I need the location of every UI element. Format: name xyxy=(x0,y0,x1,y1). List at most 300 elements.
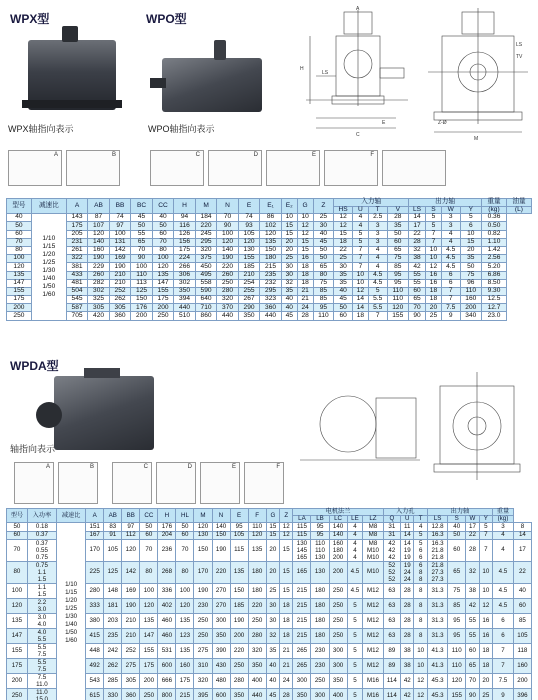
table-cell: 110 xyxy=(313,312,334,320)
table-cell: 31.3 xyxy=(427,598,447,613)
table-cell: 15 xyxy=(266,531,279,539)
table-cell: 105 xyxy=(104,539,122,561)
table-cell: 176 xyxy=(131,304,153,312)
table-cell: 220 xyxy=(217,263,239,271)
table-cell: 60 xyxy=(7,531,28,539)
table-cell: 115 xyxy=(230,539,248,561)
table-cell: 252 xyxy=(122,643,140,658)
table-row xyxy=(7,643,532,658)
table-cell: 32 xyxy=(266,628,279,643)
table-cell: 20 xyxy=(460,246,482,254)
table-cell: 80 xyxy=(313,271,334,279)
table-cell: 28 xyxy=(401,628,414,643)
table-row xyxy=(7,658,532,673)
table-cell: 155 xyxy=(140,643,158,658)
table-cell: 8 xyxy=(414,628,427,643)
table-cell: 110 xyxy=(387,296,409,304)
table-cell: 142 xyxy=(109,246,131,254)
table-cell: 40 xyxy=(448,523,466,531)
table-cell: 320 xyxy=(194,673,212,688)
table-cell: 20 xyxy=(479,673,492,688)
table-cell: 15 xyxy=(297,246,313,254)
table-cell: 245 xyxy=(195,230,217,238)
table-cell: 15 xyxy=(280,583,293,598)
table-cell: 215 xyxy=(293,583,311,598)
table-cell: 280 xyxy=(217,287,239,295)
table-cell: 18 xyxy=(334,238,353,246)
table-cell: 8 xyxy=(414,583,427,598)
table-cell: 350 xyxy=(212,628,230,643)
table-cell: 125 xyxy=(104,561,122,583)
table-cell: 250 xyxy=(329,598,347,613)
table-cell: 6 xyxy=(441,271,460,279)
table-cell: 705 xyxy=(66,312,88,320)
table-cell: 22 xyxy=(409,230,426,238)
table-cell: 433 xyxy=(66,271,88,279)
col-subheader: LS xyxy=(427,516,447,523)
col-subheader: LZ xyxy=(363,516,383,523)
col-subheader: LC xyxy=(329,516,347,523)
table-cell: 10 xyxy=(479,561,492,583)
table-cell: 180 xyxy=(248,583,266,598)
table-cell: 7 xyxy=(493,658,514,673)
table-cell: 440 xyxy=(248,688,266,700)
table-cell: 105 xyxy=(230,531,248,539)
table-cell: 115 xyxy=(293,531,311,539)
table-cell: 215 xyxy=(293,598,311,613)
table-row xyxy=(7,312,532,320)
table-cell: 30 xyxy=(266,598,279,613)
table-cell: 232 xyxy=(260,279,282,287)
table-cell: 5.5 xyxy=(368,304,387,312)
table-cell: 28 xyxy=(466,539,479,561)
table-cell: 280 xyxy=(248,628,266,643)
table-cell: 140 xyxy=(329,523,347,531)
table-row xyxy=(7,304,532,312)
table-cell: 169 xyxy=(122,583,140,598)
table-cell: 11 xyxy=(401,523,414,531)
table-cell: 5 xyxy=(426,214,442,222)
ratio-value: 1/40 xyxy=(65,621,78,629)
table-cell: 150 xyxy=(230,583,248,598)
table-cell: 114 xyxy=(383,673,400,688)
table-cell: 160 xyxy=(460,296,482,304)
table-cell: 6 xyxy=(441,279,460,287)
table-cell: 558 xyxy=(195,279,217,287)
table-cell: 4 xyxy=(493,539,514,561)
table-cell: 615 xyxy=(86,688,104,700)
table-cell: 360 xyxy=(260,304,282,312)
table-cell: 10 xyxy=(426,246,442,254)
table-cell: 280 xyxy=(86,583,104,598)
table-cell: 160 xyxy=(176,658,194,673)
dim-label: E xyxy=(382,120,386,126)
table-cell: 10 xyxy=(414,658,427,673)
table-cell: 8.50 xyxy=(482,279,507,287)
ratio-cell xyxy=(31,214,66,320)
col-header: BB xyxy=(122,509,140,523)
table-cell: 22 xyxy=(466,531,479,539)
table-cell: 282 xyxy=(88,279,110,287)
table-cell: 38 xyxy=(466,583,479,598)
table-cell: 50 xyxy=(313,255,334,263)
table-cell: 350 xyxy=(329,673,347,688)
col-subheader: T xyxy=(368,206,387,214)
col-group-header: 入力孔 xyxy=(383,509,427,516)
table-cell: 7.5 11.0 xyxy=(27,673,56,688)
table-cell: 7 xyxy=(479,539,492,561)
table-cell: 155 xyxy=(238,255,260,263)
table-cell: 75 xyxy=(460,271,482,279)
table-cell: 65 xyxy=(466,658,479,673)
table-cell: 381 xyxy=(66,263,88,271)
table-cell: 120 xyxy=(176,598,194,613)
table-cell: 160 xyxy=(513,658,531,673)
table-cell: 185 xyxy=(238,263,260,271)
table-cell: 210 xyxy=(122,613,140,628)
table-cell: 120 xyxy=(7,598,28,613)
table-cell: 5 xyxy=(479,523,492,531)
table-cell: 63 xyxy=(383,628,400,643)
table-cell: 5.5 xyxy=(368,296,387,304)
table-cell: 18 xyxy=(352,312,368,320)
table-cell: 130 xyxy=(311,561,329,583)
table-cell: 107 xyxy=(88,222,110,230)
table-cell: 45 xyxy=(266,688,279,700)
table-cell: 90 xyxy=(409,312,426,320)
col-subheader: S xyxy=(448,516,466,523)
table-cell: 125 xyxy=(131,287,153,295)
table-cell: 10 xyxy=(297,214,313,222)
table-cell: 38 xyxy=(401,643,414,658)
table-row xyxy=(7,271,532,279)
table-cell: 5 xyxy=(347,658,363,673)
table-cell: 3 xyxy=(493,523,514,531)
table-cell: 50 xyxy=(313,246,334,254)
table-cell: 235 xyxy=(104,628,122,643)
table-cell: 6 xyxy=(460,222,482,230)
col-header: M xyxy=(194,509,212,523)
orientation-diagram: F xyxy=(324,150,378,186)
table-cell: 1.10 xyxy=(482,238,507,246)
table-row xyxy=(7,539,532,561)
dim-label: LS xyxy=(322,70,329,76)
table-cell: 94 xyxy=(174,214,196,222)
table-cell: 12 xyxy=(334,214,353,222)
table-row xyxy=(7,583,532,598)
table-cell: 30 xyxy=(281,263,297,271)
table-cell: 19 24 24 xyxy=(401,561,414,583)
table-cell: 63 xyxy=(383,583,400,598)
wpda-dimension-drawing xyxy=(290,368,534,488)
unit-header: (kg) xyxy=(482,206,507,214)
table-cell: 200 xyxy=(140,673,158,688)
table-cell: 50 xyxy=(448,531,466,539)
table-cell: 35 xyxy=(460,255,482,263)
table-cell: 10 xyxy=(460,230,482,238)
table-cell: 100 xyxy=(7,583,28,598)
table-cell: 35 xyxy=(334,271,353,279)
table-cell: 95 xyxy=(448,613,466,628)
wpo-caption: WPO轴指向表示 xyxy=(148,124,215,134)
table-row xyxy=(7,598,532,613)
table-cell: 270 xyxy=(212,598,230,613)
ratio-value: 1/30 xyxy=(42,266,56,274)
table-cell: 170 xyxy=(194,561,212,583)
table-cell: 156 xyxy=(174,238,196,246)
table-cell: 169 xyxy=(109,255,131,263)
col-subheader: S xyxy=(426,206,442,214)
table-cell: 85 xyxy=(313,287,334,295)
table-cell: 7 xyxy=(368,312,387,320)
table-cell: 4 xyxy=(493,531,514,539)
dim-label: TV xyxy=(516,54,523,60)
table-cell: 265 xyxy=(293,643,311,658)
table-cell: 3 xyxy=(441,214,460,222)
table-cell: 50 xyxy=(176,523,194,531)
table-cell: 30 xyxy=(313,222,334,230)
table-cell: 70 xyxy=(217,214,239,222)
table-cell: 55 xyxy=(409,279,426,287)
table-cell: 0.36 xyxy=(482,214,507,222)
table-cell: 12 xyxy=(297,222,313,230)
table-cell: 4.5 xyxy=(441,263,460,271)
table-cell: 160 180 200 xyxy=(329,539,347,561)
table-cell: 666 xyxy=(158,673,176,688)
table-cell: 95 xyxy=(313,304,334,312)
table-cell: 450 xyxy=(195,263,217,271)
ratio-value: 1/10 xyxy=(65,581,78,589)
table-cell: 80 xyxy=(7,561,28,583)
table-cell: 360 xyxy=(122,688,140,700)
table-cell: 394 xyxy=(174,296,196,304)
table-cell: 7 xyxy=(352,263,368,271)
table-cell: 113 xyxy=(131,279,153,287)
table-cell: 155 xyxy=(448,688,466,700)
table-cell: 1.1 1.5 xyxy=(27,583,56,598)
col-header: 减速比 xyxy=(57,509,86,523)
wpx-heading: WPX型 xyxy=(10,12,50,26)
table-cell: 310 xyxy=(194,658,212,673)
table-cell: 330 xyxy=(104,688,122,700)
unit-header: (L) xyxy=(506,206,531,214)
table-cell: 96 xyxy=(460,279,482,287)
table-cell: 210 xyxy=(122,628,140,643)
table-cell: 40 xyxy=(281,296,297,304)
table-cell: 50 xyxy=(152,222,174,230)
table-cell: 230 xyxy=(311,643,329,658)
table-cell: 110 xyxy=(448,658,466,673)
table-cell: 40 xyxy=(7,214,32,222)
table-cell: 40 xyxy=(281,304,297,312)
table-cell: 60 xyxy=(387,238,409,246)
table-cell: 400 xyxy=(248,673,266,688)
table-cell: 97 xyxy=(109,222,131,230)
table-cell: 460 xyxy=(158,613,176,628)
table-cell: 45 xyxy=(334,296,353,304)
table-row xyxy=(7,531,532,539)
table-cell: 175 xyxy=(140,658,158,673)
table-row xyxy=(7,230,532,238)
table-cell: 60 xyxy=(466,643,479,658)
orientation-diagram: B xyxy=(66,150,120,186)
table-cell: 495 xyxy=(195,271,217,279)
table-cell: M12 xyxy=(363,628,383,643)
orientation-diagram: A xyxy=(8,150,62,186)
table-cell: 18 xyxy=(280,628,293,643)
table-cell: 590 xyxy=(195,287,217,295)
table-cell: 9 xyxy=(493,688,514,700)
table-cell: 18 xyxy=(297,279,313,287)
table-cell: 20 xyxy=(426,304,442,312)
table-cell: 140 xyxy=(212,523,230,531)
table-cell: 21.8 27.3 27.3 xyxy=(427,561,447,583)
table-cell: 250 xyxy=(329,613,347,628)
table-cell: 167 xyxy=(86,531,104,539)
table-cell: 90 xyxy=(131,255,153,263)
orientation-diagram: C xyxy=(150,150,204,186)
table-cell: 215 xyxy=(293,613,311,628)
table-cell: 350 xyxy=(293,688,311,700)
table-cell: 200 xyxy=(131,312,153,320)
table-cell: 42 xyxy=(466,598,479,613)
table-cell: 15 xyxy=(280,539,293,561)
table-cell: 10 xyxy=(414,643,427,658)
table-cell: 250 xyxy=(248,613,266,628)
shaft-orientation-strip xyxy=(112,462,284,504)
table-cell: 14 xyxy=(401,531,414,539)
table-cell: 231 xyxy=(66,238,88,246)
table-cell: 0.75 1.1 1.5 xyxy=(27,561,56,583)
table-cell: 370 xyxy=(217,304,239,312)
table-cell: 15 xyxy=(334,230,353,238)
table-cell: 6 8 8 xyxy=(414,561,427,583)
orientation-diagram: F xyxy=(244,462,284,504)
table-cell: 8 xyxy=(513,523,531,531)
col-header: 入功率 xyxy=(27,509,56,523)
table-cell: 390 xyxy=(212,643,230,658)
table-cell: 230 xyxy=(311,658,329,673)
table-cell: 75 xyxy=(387,255,409,263)
table-cell: 350 xyxy=(238,312,260,320)
table-cell: 135 xyxy=(230,561,248,583)
table-cell: 60 xyxy=(140,531,158,539)
wpda-heading: WPDA型 xyxy=(10,359,59,373)
table-cell: 102 xyxy=(260,222,282,230)
table-cell: 2.2 3.0 xyxy=(27,598,56,613)
table-cell: 323 xyxy=(260,296,282,304)
table-cell: 242 xyxy=(104,643,122,658)
table-cell: 175 xyxy=(152,296,174,304)
table-cell: 28 xyxy=(409,238,426,246)
table-cell: 28 xyxy=(297,312,313,320)
table-cell: 16 xyxy=(426,279,442,287)
table-cell: 268 xyxy=(158,561,176,583)
col-subheader: LA xyxy=(293,516,311,523)
table-cell: M12 xyxy=(363,643,383,658)
table-cell: 220 xyxy=(195,222,217,230)
table-cell: 100 xyxy=(217,230,239,238)
table-cell: 12 xyxy=(352,287,368,295)
table-cell: 12 xyxy=(280,531,293,539)
table-cell: M8 xyxy=(363,531,383,539)
table-row xyxy=(7,296,532,304)
table-cell: 150 xyxy=(260,246,282,254)
table-cell: 12 xyxy=(297,230,313,238)
table-cell: 215 xyxy=(293,628,311,643)
table-cell: 135 xyxy=(260,238,282,246)
table-cell: 95 xyxy=(448,628,466,643)
ratio-value: 1/10 xyxy=(42,234,56,242)
table-cell: 14 xyxy=(409,214,426,222)
table-cell: 220 xyxy=(230,643,248,658)
table-cell: 5 xyxy=(414,531,427,539)
table-cell: 3 xyxy=(441,222,460,230)
table-row xyxy=(7,263,532,271)
col-subheader: W xyxy=(466,516,479,523)
table-cell: 0.37 xyxy=(27,531,56,539)
table-cell: 28 xyxy=(387,214,409,222)
table-cell: 236 xyxy=(158,539,176,561)
table-cell: 5 xyxy=(347,613,363,628)
table-cell: 2.56 xyxy=(482,255,507,263)
table-cell: 95 xyxy=(311,523,329,531)
table-cell: 120 xyxy=(88,230,110,238)
table-cell: 5 xyxy=(460,214,482,222)
table-cell: 12 xyxy=(414,688,427,700)
table-cell: 0.82 xyxy=(482,230,507,238)
table-cell: 395 xyxy=(194,688,212,700)
table-cell: 320 xyxy=(195,246,217,254)
table-cell: 250 xyxy=(329,583,347,598)
table-cell: 600 xyxy=(158,658,176,673)
table-cell: 4.5 xyxy=(347,561,363,583)
table-cell: 150 xyxy=(194,539,212,561)
table-cell: 260 xyxy=(88,271,110,279)
table-cell: 147 xyxy=(152,279,174,287)
orientation-diagram xyxy=(382,150,446,186)
table-cell: 333 xyxy=(86,598,104,613)
table-cell: 250 xyxy=(7,688,28,700)
table-cell: 204 xyxy=(158,531,176,539)
table-cell: 151 xyxy=(86,523,104,531)
col-header: H xyxy=(158,509,176,523)
table-cell: 120 xyxy=(7,263,32,271)
table-cell: 280 xyxy=(230,673,248,688)
table-cell: 3 xyxy=(368,238,387,246)
table-cell: M16 xyxy=(363,673,383,688)
table-cell: 110 110 130 xyxy=(311,539,329,561)
table-cell: 8 xyxy=(414,613,427,628)
table-cell: 100 xyxy=(140,583,158,598)
table-cell: 5 xyxy=(347,628,363,643)
table-cell: 17 xyxy=(466,523,479,531)
table-row xyxy=(7,688,532,700)
table-cell: 250 xyxy=(194,613,212,628)
table-cell: 800 xyxy=(158,688,176,700)
table-cell: 215 xyxy=(176,688,194,700)
table-cell: 55 xyxy=(466,628,479,643)
table-cell: 63 xyxy=(383,613,400,628)
table-cell: 5 xyxy=(347,643,363,658)
table-cell: 65 xyxy=(131,238,153,246)
table-cell: 300 xyxy=(311,688,329,700)
table-cell: 60 xyxy=(152,230,174,238)
table-cell: 400 xyxy=(329,688,347,700)
table-cell: 5 xyxy=(426,222,442,230)
table-cell: 235 xyxy=(260,271,282,279)
table-cell: 35 xyxy=(334,279,353,287)
